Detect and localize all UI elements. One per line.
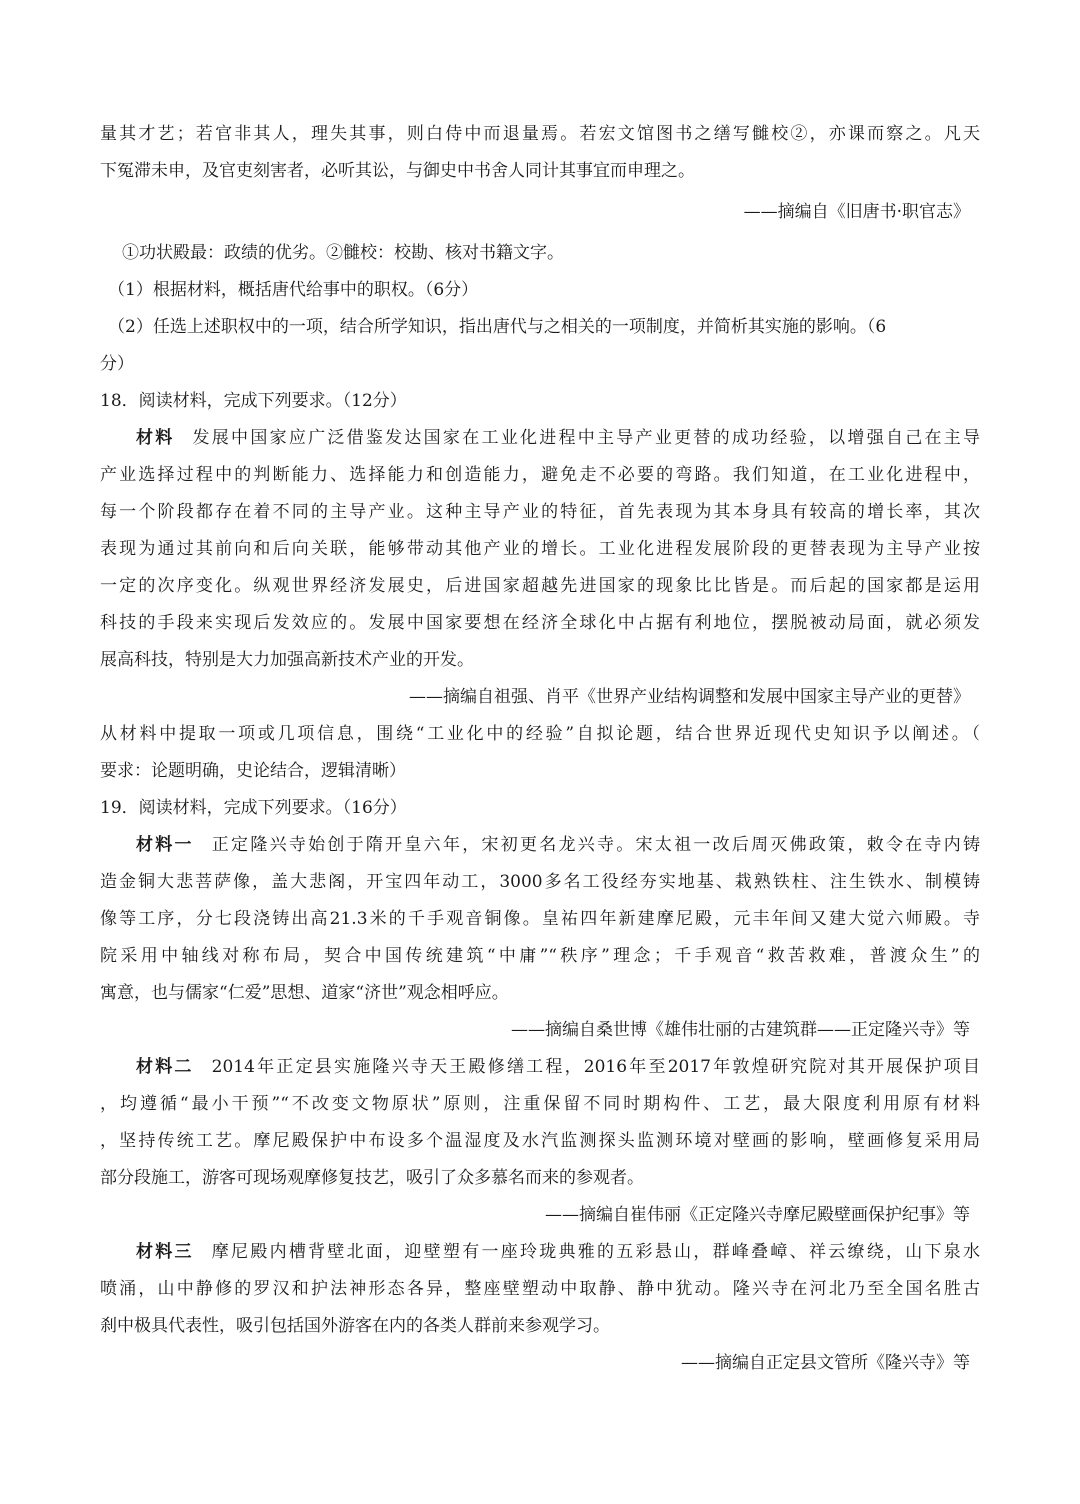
material-text-line: 展高科技，特别是大力加强高新技术产业的开发。 <box>100 650 474 670</box>
material-text-line: 部分段施工，游客可现场观摩修复技艺，吸引了众多慕名而来的参观者。 <box>100 1168 644 1188</box>
material-text-line: 像等工序，分七段浇铸出高21.3米的千手观音铜像。皇祐四年新建摩尼殿，元丰年间又建大觉六师殿。寺 <box>100 909 980 929</box>
material-source: ——摘编自《旧唐书·职官志》 <box>743 202 970 222</box>
material-text-line: 材料二 2014年正定县实施隆兴寺天王殿修缮工程，2016年至2017年敦煌研究院对其开展保护项目 <box>136 1057 980 1077</box>
material-text-line: 表现为通过其前向和后向关联，能够带动其他产业的增长。工业化进程发展阶段的更替表现为主导产业按 <box>100 539 980 559</box>
material-text-line: 材料 发展中国家应广泛借鉴发达国家在工业化进程中主导产业更替的成功经验，以增强自己在主导 <box>136 428 980 448</box>
material-text-line: 院采用中轴线对称布局，契合中国传统建筑“中庸”“秩序”理念；千手观音“救苦救难，普渡众生”的 <box>100 946 980 966</box>
material-text-line: 产业选择过程中的判断能力、选择能力和创造能力，避免走不必要的弯路。我们知道，在工业化进程中， <box>100 465 980 485</box>
material-source: ——摘编自桑世博《雄伟壮丽的古建筑群——正定隆兴寺》等 <box>511 1020 970 1040</box>
question-17-sub-2-cont: 分） <box>100 354 134 374</box>
material-text-line: 刹中极具代表性，吸引包括国外游客在内的各类人群前来参观学习。 <box>100 1316 610 1336</box>
material-text-line: 下冤滞未申，及官吏刻害者，必听其讼，与御史中书舍人同计其事宜而申理之。 <box>100 161 695 181</box>
material-text-line: ，均遵循“最小干预”“不改变文物原状”原则，注重保留不同时期构件、工艺，最大限度利用原有材料 <box>100 1094 980 1114</box>
exam-page <box>100 116 980 1382</box>
material-text-line: ，坚持传统工艺。摩尼殿保护中布设多个温湿度及水汽监测探头监测环境对壁画的影响，壁画修复采用局 <box>100 1131 980 1151</box>
material-text-line: 寓意，也与儒家“仁爱”思想、道家“济世”观念相呼应。 <box>100 983 509 1003</box>
material-text-line: 每一个阶段都存在着不同的主导产业。这种主导产业的特征，首先表现为其本身具有较高的增长率，其次 <box>100 502 980 522</box>
material-text-line: 造金铜大悲菩萨像，盖大悲阁，开宝四年动工，3000多名工役经夯实地基、栽熟铁柱、注生铁水、制模铸 <box>100 872 980 892</box>
question-19-heading: 19．阅读材料，完成下列要求。（16分） <box>100 798 407 818</box>
material-source: ——摘编自崔伟丽《正定隆兴寺摩尼殿壁画保护纪事》等 <box>545 1205 970 1225</box>
material-text-line: 喷涌，山中静修的罗汉和护法神形态各异，整座壁塑动中取静、静中犹动。隆兴寺在河北乃至全国名胜古 <box>100 1279 980 1299</box>
material-label: 材料一 <box>136 835 194 855</box>
material-source: ——摘编自祖强、肖平《世界产业结构调整和发展中国家主导产业的更替》 <box>409 687 970 707</box>
question-18-heading: 18．阅读材料，完成下列要求。（12分） <box>100 391 407 411</box>
question-17-sub-1: （1）根据材料，概括唐代给事中的职权。（6分） <box>108 280 479 300</box>
material-label: 材料三 <box>136 1242 194 1262</box>
footnotes: ①功状殿最：政绩的优劣。②雠校：校勘、核对书籍文字。 <box>122 243 564 263</box>
material-label: 材料 <box>136 428 175 448</box>
material-text-line: 材料一 正定隆兴寺始创于隋开皇六年，宋初更名龙兴寺。宋太祖一改后周灭佛政策，敕令在寺内铸 <box>136 835 980 855</box>
material-text-line: 量其才艺；若官非其人，理失其事，则白侍中而退量焉。若宏文馆图书之缮写雠校②，亦课而察之。凡天 <box>100 124 980 144</box>
material-source: ——摘编自正定县文管所《隆兴寺》等 <box>681 1353 970 1373</box>
question-18-task: 从材料中提取一项或几项信息，围绕“工业化中的经验”自拟论题，结合世界近现代史知识予以阐述。（ <box>100 724 980 744</box>
question-18-requirements: 要求：论题明确，史论结合，逻辑清晰） <box>100 761 406 781</box>
material-text-line: 一定的次序变化。纵观世界经济发展史，后进国家超越先进国家的现象比比皆是。而后起的国家都是运用 <box>100 576 980 596</box>
material-label: 材料二 <box>136 1057 194 1077</box>
question-17-sub-2: （2）任选上述职权中的一项，结合所学知识，指出唐代与之相关的一项制度，并简析其实施的影响。（6 <box>108 317 887 337</box>
material-text-line: 材料三 摩尼殿内槽背壁北面，迎壁塑有一座玲珑典雅的五彩悬山，群峰叠嶂、祥云缭绕，山下泉水 <box>136 1242 980 1262</box>
material-text-line: 科技的手段来实现后发效应的。发展中国家要想在经济全球化中占据有利地位，摆脱被动局面，就必须发 <box>100 613 980 633</box>
